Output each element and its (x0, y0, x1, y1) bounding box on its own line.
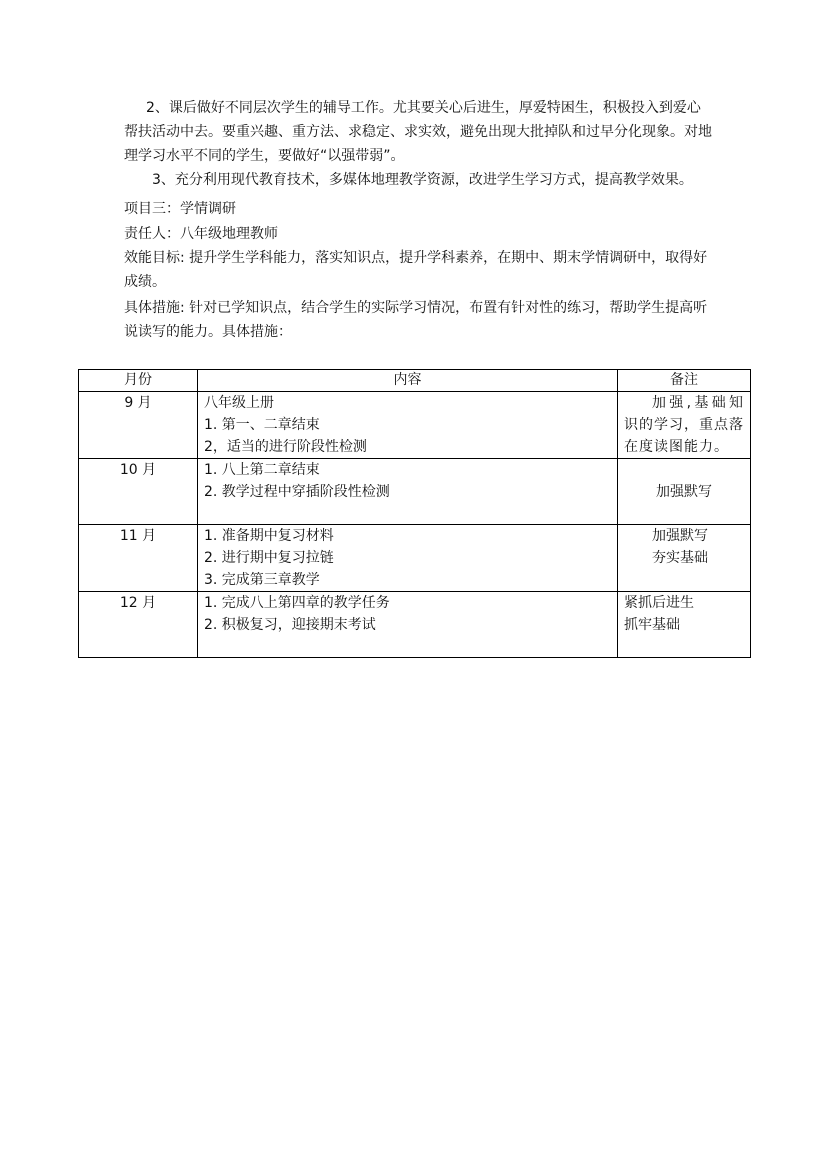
table-row (79, 392, 751, 459)
content-line: 1. 完成八上第四章的教学任务 (204, 595, 390, 611)
remark-line: 抓牢基础 (624, 617, 680, 633)
remark-cell (618, 525, 751, 592)
project-goal: 效能目标: 提升学生学科能力，落实知识点，提升学科素养，在期中、期末学情调研中，取得好成绩。 (124, 250, 708, 290)
project-owner: 责任人：八年级地理教师 (124, 226, 278, 242)
content-line: 1. 第一、二章结束 (204, 417, 320, 433)
project-measures: 具体措施: 针对已学知识点，结合学生的实际学习情况，布置有针对性的练习，帮助学生提高听说读写的能力。具体措施： (124, 300, 708, 340)
remark-cell (618, 459, 751, 525)
remark-line: 加强默写 (652, 528, 708, 544)
table-row (79, 459, 751, 525)
table-row (79, 525, 751, 592)
content-cell (198, 525, 618, 592)
header-month: 月份 (79, 370, 198, 392)
content-line: 1. 八上第二章结束 (204, 462, 320, 478)
table-header-row (79, 370, 751, 392)
remark-cell (618, 392, 751, 459)
month-cell: 10 月 (79, 459, 198, 525)
content-line: 3. 完成第三章教学 (204, 572, 320, 588)
content-cell (198, 392, 618, 459)
remark-text: 加强默写 (656, 484, 712, 500)
schedule-table (78, 369, 751, 658)
remark-line: 紧抓后进生 (624, 595, 694, 611)
paragraph-technology: 3、充分利用现代教育技术，多媒体地理教学资源，改进学生学习方式，提高教学效果。 (152, 172, 693, 188)
table-row (79, 592, 751, 658)
month-cell: 11 月 (79, 525, 198, 592)
content-line: 2. 积极复习，迎接期末考试 (204, 617, 376, 633)
month-cell: 9 月 (79, 392, 198, 459)
content-line: 八年级上册 (204, 395, 274, 411)
remark-text: 加强,基础知识的学习，重点落在度读图能力。 (624, 395, 744, 455)
content-cell (198, 459, 618, 525)
month-cell: 12 月 (79, 592, 198, 658)
content-line: 1. 准备期中复习材料 (204, 528, 334, 544)
content-line: 2，适当的进行阶段性检测 (204, 439, 367, 455)
content-line: 2. 教学过程中穿插阶段性检测 (204, 484, 390, 500)
remark-line: 夯实基础 (652, 550, 708, 566)
content-line: 2. 进行期中复习拉链 (204, 550, 334, 566)
header-content: 内容 (198, 370, 618, 392)
project-title: 项目三：学情调研 (124, 201, 236, 217)
remark-cell (618, 592, 751, 658)
header-remark: 备注 (618, 370, 751, 392)
content-cell (198, 592, 618, 658)
paragraph-tutoring: 2、课后做好不同层次学生的辅导工作。尤其要关心后进生，厚爱特困生，积极投入到爱心帮扶活动中去。要重兴趣、重方法、求稳定、求实效，避免出现大批掉队和过早分化现象。对地理学习水平不同的学生，要做好“以强带弱”。 (124, 100, 712, 164)
